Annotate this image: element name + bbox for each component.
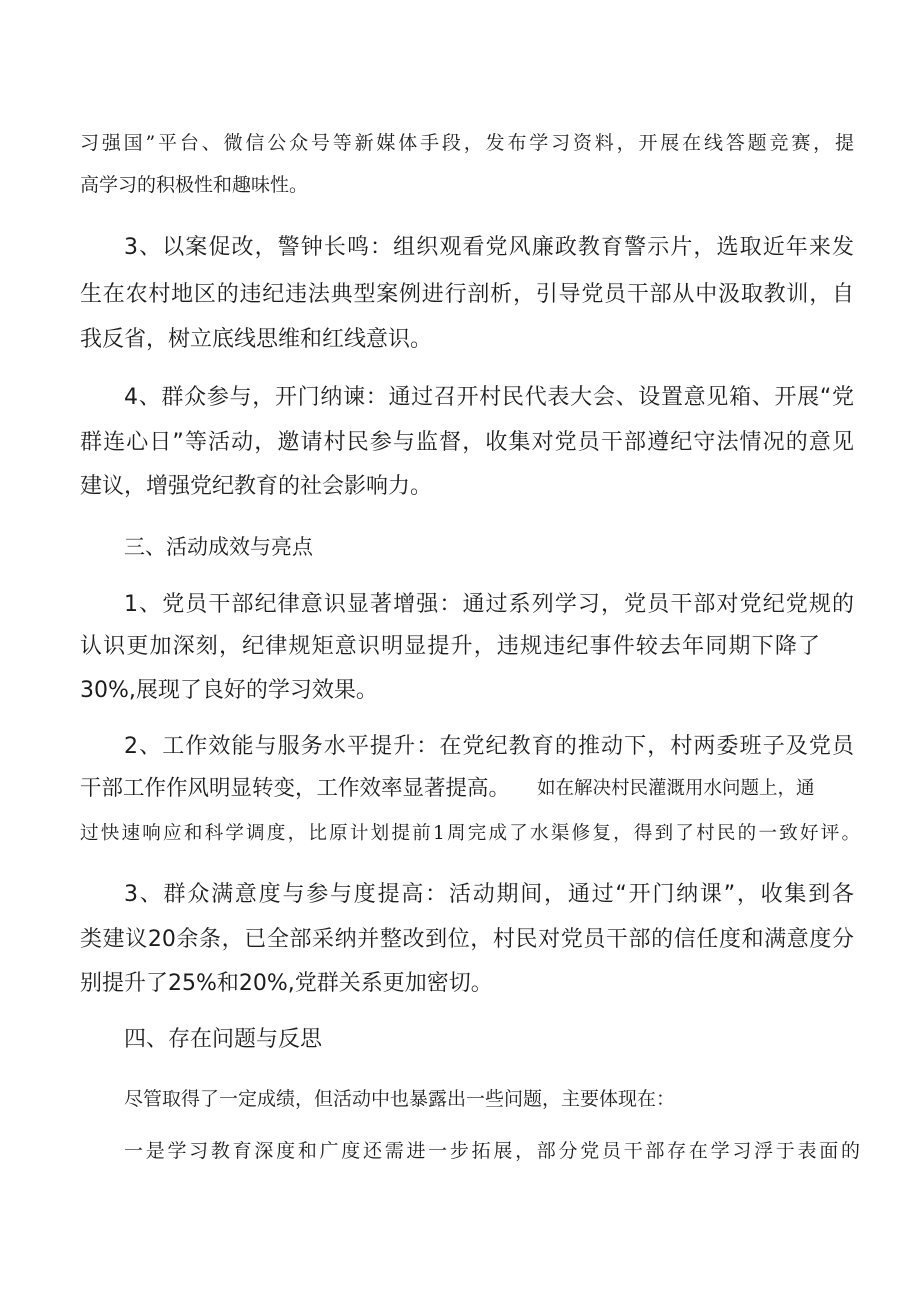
text-line: 建议，增强党纪教育的社会影响力。 (80, 474, 433, 499)
paragraph-problem-one: 一是学习教育深度和广度还需进一步拓展，部分党员干部存在学习浮于表面的 (124, 1140, 860, 1162)
paragraph-problems-intro: 尽管取得了一定成绩，但活动中也暴露出一些问题，主要体现在： (124, 1088, 676, 1110)
section-heading-results: 三、活动成效与亮点 (124, 535, 313, 559)
text-line: 3、以案促改，警钟长鸣：组织观看党风廉政教育警示片，选取近年来发 (124, 235, 854, 260)
text-line: 30%,展现了良好的学习效果。 (80, 678, 378, 703)
text-line: 1、党员干部纪律意识显著增强：通过系列学习，党员干部对党纪党规的 (124, 592, 854, 617)
section-heading-problems: 四、存在问题与反思 (124, 1027, 323, 1052)
text-line: 习强国”平台、微信公众号等新媒体手段，发布学习资料，开展在线答题竞赛，提 (80, 132, 854, 154)
text-line: 高学习的积极性和趣味性。 (80, 174, 309, 196)
text-line: 别提升了25%和20%,党群关系更加密切。 (80, 971, 493, 996)
text-line: 干部工作作风明显转变，工作效率显著提高。 (80, 776, 511, 801)
text-line: 认识更加深刻，纪律规矩意识明显提升，违规违纪事件较去年同期下降了 (80, 634, 820, 659)
text-line: 4、群众参与，开门纳谏：通过召开村民代表大会、设置意见箱、开展“党 (124, 385, 854, 410)
text-line: 类建议20余条，已全部采纳并整改到位，村民对党员干部的信任度和满意度分 (80, 927, 854, 952)
text-line: 我反省，树立底线思维和红线意识。 (80, 327, 433, 352)
text-line: 3、群众满意度与参与度提高：活动期间，通过“开门纳课”，收集到各 (124, 882, 854, 907)
text-line: 如在解决村民灌溉用水问题上，通 (537, 778, 815, 799)
text-line: 群连心日”等活动，邀请村民参与监督，收集对党员干部遵纪守法情况的意见 (80, 430, 854, 455)
text-line: 2、工作效能与服务水平提升：在党纪教育的推动下，村两委班子及党员 (124, 734, 854, 759)
text-line: 生在农村地区的违纪违法典型案例进行剖析，引导党员干部从中汲取教训，自 (80, 282, 854, 307)
text-line: 过快速响应和科学调度，比原计划提前1周完成了水渠修复，得到了村民的一致好评。 (80, 823, 860, 844)
